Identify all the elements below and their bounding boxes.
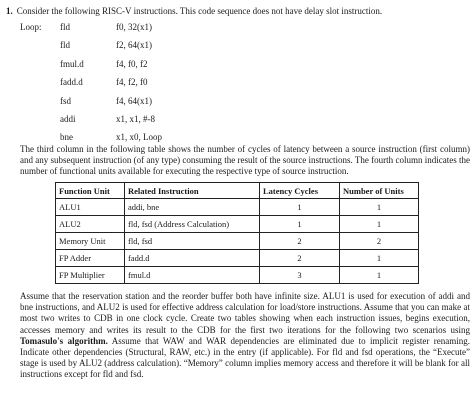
table-row	[56, 233, 419, 250]
code-opcode: addi	[60, 113, 76, 124]
table-header-row	[56, 183, 419, 199]
code-operands: f4, 64(x1)	[116, 95, 152, 106]
cell-related-instruction: fadd.d	[125, 250, 260, 267]
code-opcode: bne	[60, 132, 73, 143]
question-intro: Consider the following RISC-V instructions. This code sequence does not have delay slot instruction.	[16, 6, 383, 16]
code-operands: x1, x1, #-8	[116, 113, 155, 124]
code-operands: f2, 64(x1)	[116, 40, 152, 51]
table-row	[56, 267, 419, 284]
cell-function-unit: FP Multiplier	[56, 267, 125, 284]
cell-number-of-units: 1	[340, 267, 419, 284]
cell-related-instruction: fld, fsd	[125, 233, 260, 250]
code-operands: f0, 32(x1)	[116, 22, 152, 32]
cell-latency-cycles: 1	[260, 199, 340, 216]
functional-unit-table	[55, 182, 419, 284]
cell-number-of-units: 2	[340, 233, 419, 250]
assumptions-text-before: Assume that the reservation station and the reorder buffer both have infinite size. ALU1 is used for execution of addi and bne instructions, and ALU2 is used for effective address calculation for load/store instructions. Assume that you can make at most two writes to CDB in one clock cycle. Create two tables showing when each instruction issues, begins execution, accesses memory and writes its result to the CDB for the first two iterations for the following two scenarios using	[20, 291, 470, 335]
cell-function-unit: FP Adder	[56, 250, 125, 267]
cell-number-of-units: 1	[340, 199, 419, 216]
code-opcode: fmul.d	[60, 58, 84, 69]
column-header: Latency Cycles	[260, 183, 340, 199]
table-row	[56, 199, 419, 216]
cell-function-unit: ALU1	[56, 199, 125, 216]
table-description: The third column in the following table shows the number of cycles of latency between a source instruction (first column) and any subsequent instruction (of any type) consuming the result of the source instructions. The fourth column indicates the number of functional units available for executing the respective type of source instruction.	[20, 144, 470, 177]
code-opcode: fld	[60, 22, 70, 32]
assumptions-text-after: Assume that WAW and WAR dependencies are eliminated due to implicit register renaming. Indicate other dependencies (Structural, RAW, etc.) in the entry (if applicable). For fld and fsd operations, the “Execute” stage is used by ALU2 (address calculation). “Memory” column implies memory access and therefore it will be blank for all instructions except for fld and fsd.	[20, 335, 470, 380]
code-opcode: fsd	[60, 95, 71, 106]
code-opcode: fadd.d	[60, 77, 83, 88]
question-header	[6, 6, 382, 17]
cell-latency-cycles: 1	[260, 216, 340, 233]
table-row	[56, 250, 419, 267]
code-operands: x1, x0, Loop	[116, 132, 162, 143]
cell-function-unit: Memory Unit	[56, 233, 125, 250]
cell-number-of-units: 1	[340, 216, 419, 233]
table-row	[56, 216, 419, 233]
code-operands: f4, f0, f2	[116, 58, 148, 69]
code-opcode: fld	[60, 40, 70, 51]
cell-related-instruction: fmul.d	[125, 267, 260, 284]
code-label: Loop:	[20, 22, 42, 32]
assumptions-paragraph	[20, 291, 470, 381]
cell-number-of-units: 1	[340, 250, 419, 267]
cell-latency-cycles: 2	[260, 233, 340, 250]
cell-latency-cycles: 3	[260, 267, 340, 284]
cell-latency-cycles: 2	[260, 250, 340, 267]
column-header: Related Instruction	[125, 183, 260, 199]
column-header: Function Unit	[56, 183, 125, 199]
cell-related-instruction: addi, bne	[125, 199, 260, 216]
code-operands: f4, f2, f0	[116, 77, 148, 88]
cell-function-unit: ALU2	[56, 216, 125, 233]
column-header: Number of Units	[340, 183, 419, 199]
cell-related-instruction: fld, fsd (Address Calculation)	[125, 216, 260, 233]
algorithm-name: Tomasulo's algorithm.	[20, 335, 108, 346]
question-number: 1.	[6, 6, 13, 16]
